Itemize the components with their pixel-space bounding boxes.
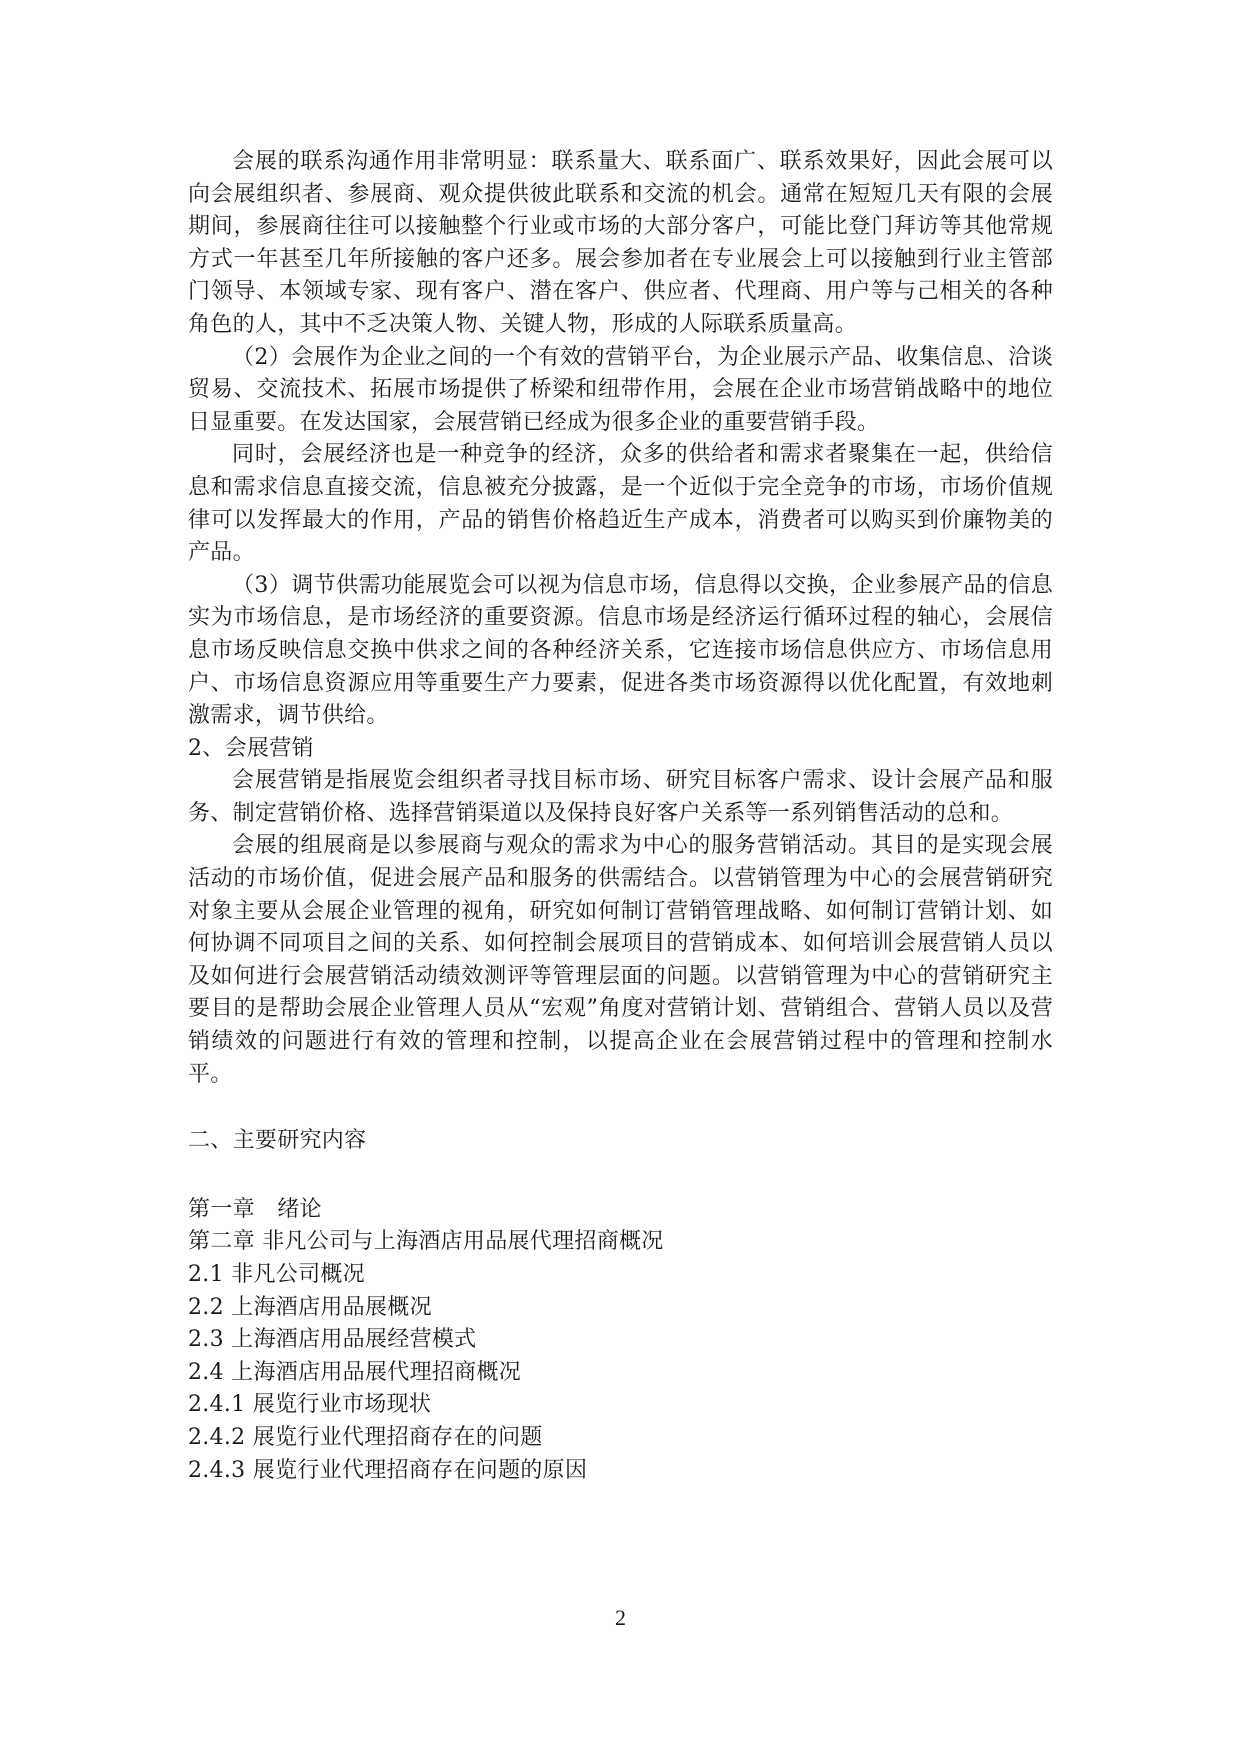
page-content <box>188 146 1053 1487</box>
toc-item: 第二章 非凡公司与上海酒店用品展代理招商概况 <box>188 1229 664 1255</box>
paragraph-competition: 同时，会展经济也是一种竞争的经济，众多的供给者和需求者聚集在一起，供给信息和需求信息直接交流，信息被充分披露，是一个近似于完全竞争的市场，市场价值规律可以发挥最大的作用，产品的销售价格趋近生产成本，消费者可以购买到价廉物美的产品。 <box>188 442 1053 566</box>
paragraph-supply-demand: （3）调节供需功能展览会可以视为信息市场，信息得以交换，企业参展产品的信息实为市场信息，是市场经济的重要资源。信息市场是经济运行循环过程的轴心，会展信息市场反映信息交换中供求之间的各种经济关系，它连接市场信息供应方、市场信息用户、市场信息资源应用等重要生产力要素，促进各类市场资源得以优化配置，有效地刺激需求，调节供给。 <box>188 572 1053 729</box>
toc-item: 2.2 上海酒店用品展概况 <box>188 1294 432 1320</box>
toc-item: 2.4 上海酒店用品展代理招商概况 <box>188 1359 522 1385</box>
toc-item: 2.4.3 展览行业代理招商存在问题的原因 <box>188 1457 588 1483</box>
toc-item: 2.4.2 展览行业代理招商存在的问题 <box>188 1424 543 1450</box>
table-of-contents <box>188 1194 1053 1487</box>
toc-item: 第一章 绪论 <box>188 1196 322 1222</box>
paragraph-marketing-definition: 会展营销是指展览会组织者寻找目标市场、研究目标客户需求、设计会展产品和服务、制定营销价格、选择营销渠道以及保持良好客户关系等一系列销售活动的总和。 <box>188 768 1053 826</box>
paragraph-marketing-management: 会展的组展商是以参展商与观众的需求为中心的服务营销活动。其目的是实现会展活动的市场价值，促进会展产品和服务的供需结合。以营销管理为中心的会展营销研究对象主要从会展企业管理的视角，研究如何制订营销管理战略、如何制订营销计划、如何协调不同项目之间的关系、如何控制会展项目的营销成本、如何培训会展营销人员以及如何进行会展营销活动绩效测评等管理层面的问题。以营销管理为中心的营销研究主要目的是帮助会展企业管理人员从“宏观”角度对营销计划、营销组合、营销人员以及营销绩效的问题进行有效的管理和控制，以提高企业在会展营销过程中的管理和控制水平。 <box>188 833 1053 1087</box>
paragraph-communication: 会展的联系沟通作用非常明显：联系量大、联系面广、联系效果好，因此会展可以向会展组织者、参展商、观众提供彼此联系和交流的机会。通常在短短几天有限的会展期间，参展商往往可以接触整个行业或市场的大部分客户，可能比登门拜访等其他常规方式一年甚至几年所接触的客户还多。展会参加者在专业展会上可以接触到行业主管部门领导、本领域专家、现有客户、潜在客户、供应者、代理商、用户等与己相关的各种角色的人，其中不乏决策人物、关键人物，形成的人际联系质量高。 <box>188 149 1053 337</box>
toc-item: 2.3 上海酒店用品展经营模式 <box>188 1327 477 1353</box>
page-number: 2 <box>615 1605 626 1630</box>
toc-item: 2.4.1 展览行业市场现状 <box>188 1392 432 1418</box>
subheading-exhibition-marketing: 2、会展营销 <box>188 735 314 761</box>
paragraph-marketing-platform: （2）会展作为企业之间的一个有效的营销平台，为企业展示产品、收集信息、洽谈贸易、交流技术、拓展市场提供了桥梁和纽带作用，会展在企业市场营销战略中的地位日显重要。在发达国家，会展营销已经成为很多企业的重要营销手段。 <box>188 344 1053 435</box>
section-title-research-content: 二、主要研究内容 <box>188 1128 367 1154</box>
toc-item: 2.1 非凡公司概况 <box>188 1262 365 1287</box>
